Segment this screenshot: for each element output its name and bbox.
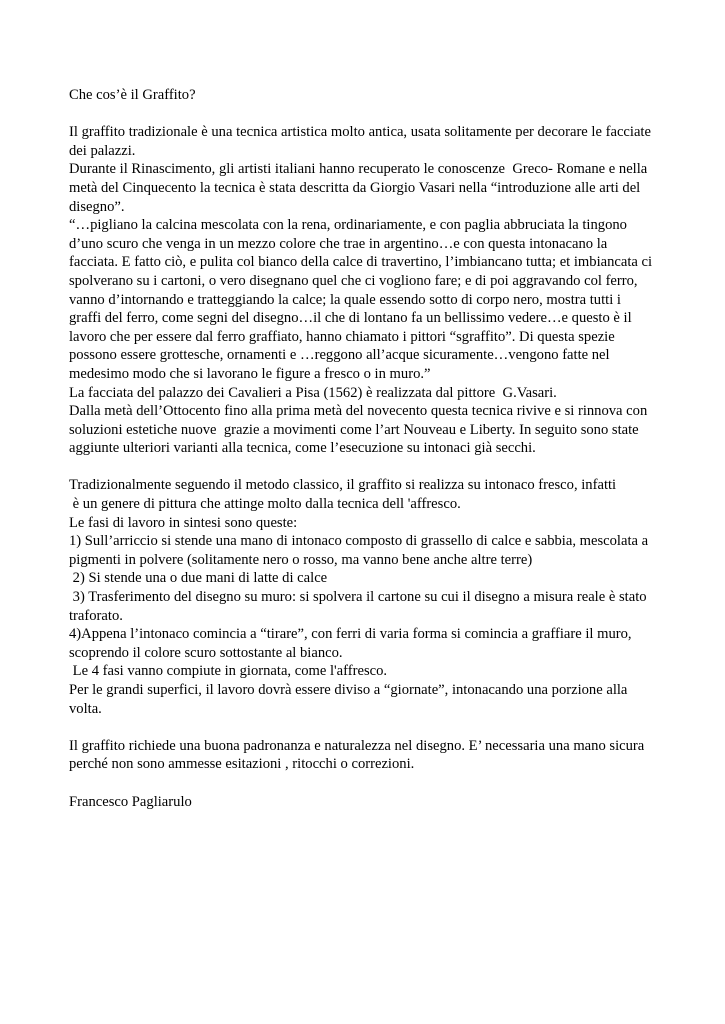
blank-line [69,105,659,124]
text-line: 2) Si stende una o due mani di latte di calce [69,570,328,587]
paragraph-history [69,123,659,458]
text-line: spolverano su i cartoni, o vero disegnano quel che ci vogliono fare; e di poi aggravando col ferro, [69,272,638,289]
text-line: vanno d’intornando e tratteggiando la calce; la quale essendo sotto di corpo nero, mostra tutti i [69,291,621,308]
text-line: 1) Sull’arriccio si stende una mano di intonaco composto di grassello di calce e sabbia, mescolata a [69,533,649,550]
text-line: Le fasi di lavoro in sintesi sono queste: [69,514,298,531]
blank-line [69,718,659,737]
text-line: Le 4 fasi vanno compiute in giornata, come l'affresco. [69,663,388,680]
text-line: perché non sono ammesse esitazioni , ritocchi o correzioni. [69,756,415,773]
paragraph-technique [69,476,659,718]
text-line: scoprendo il colore scuro sottostante al bianco. [69,644,343,661]
text-line: aggiunte ulteriori varianti alla tecnica, come l’esecuzione su intonaci già secchi. [69,440,536,457]
text-line: d’uno scuro che venga in un mezzo colore che trae in argentino…e con questa intonacano la [69,235,608,252]
text-line: soluzioni estetiche nuove grazie a movimenti come l’art Nouveau e Liberty. In seguito sono state [69,421,639,438]
blank-line [69,774,659,793]
text-line: 3) Trasferimento del disegno su muro: si spolvera il cartone su cui il disegno a misura reale è stato [69,589,647,606]
text-line: graffi del ferro, come segni del disegno…il che di lontano fa un bellissimo vedere…e questo è il [69,310,632,327]
text-line: metà del Cinquecento la tecnica è stata descritta da Giorgio Vasari nella “introduzione alle arti del [69,179,641,196]
text-line: Dalla metà dell’Ottocento fino alla prima metà del novecento questa tecnica rivive e si rinnova con [69,403,648,420]
text-line: è un genere di pittura che attinge molto dalla tecnica dell 'affresco. [69,496,461,513]
document-title: Che cos’è il Graffito? [69,87,196,103]
author-signature: Francesco Pagliarulo [69,793,192,810]
text-line: traforato. [69,607,123,624]
text-line: Il graffito richiede una buona padronanza e naturalezza nel disegno. E’ necessaria una mano sicura [69,737,645,754]
text-line: disegno”. [69,198,125,215]
text-line: Il graffito tradizionale è una tecnica artistica molto antica, usata solitamente per decorare le facciate [69,124,651,141]
text-line: La facciata del palazzo dei Cavalieri a Pisa (1562) è realizzata dal pittore G.Vasari. [69,384,557,401]
text-line: lavoro che per essere dal ferro graffiato, hanno chiamato i pittori “sgraffito”. Di questa spezie [69,328,615,345]
text-line: 4)Appena l’intonaco comincia a “tirare”, con ferri di varia forma si comincia a graffiare il muro, [69,626,632,643]
paragraph-conclusion [69,737,659,774]
text-line: possono essere grottesche, ornamenti e …reggono all’acque sicuramente…vengono fatte nel [69,347,610,364]
text-line: Tradizionalmente seguendo il metodo classico, il graffito si realizza su intonaco fresco, infatti [69,477,617,494]
text-line: “…pigliano la calcina mescolata con la rena, ordinariamente, e con paglia abbruciata la tingono [69,217,627,234]
text-line: pigmenti in polvere (solitamente nero o rosso, ma vanno bene anche altre terre) [69,551,533,568]
text-line: medesimo modo che si lavorano le figure a fresco o in muro.” [69,365,431,382]
blank-line [69,458,659,477]
text-line: volta. [69,700,102,717]
text-line: dei palazzi. [69,142,136,159]
document-body [69,86,659,811]
text-line: facciata. E fatto ciò, e pulita col bianco della calce di travertino, l’imbiancano tutta; et imbiancata ci [69,254,653,271]
text-line: Durante il Rinascimento, gli artisti italiani hanno recuperato le conoscenze Greco- Romane e nella [69,161,648,178]
text-line: Per le grandi superfici, il lavoro dovrà essere diviso a “giornate”, intonacando una porzione alla [69,682,628,698]
